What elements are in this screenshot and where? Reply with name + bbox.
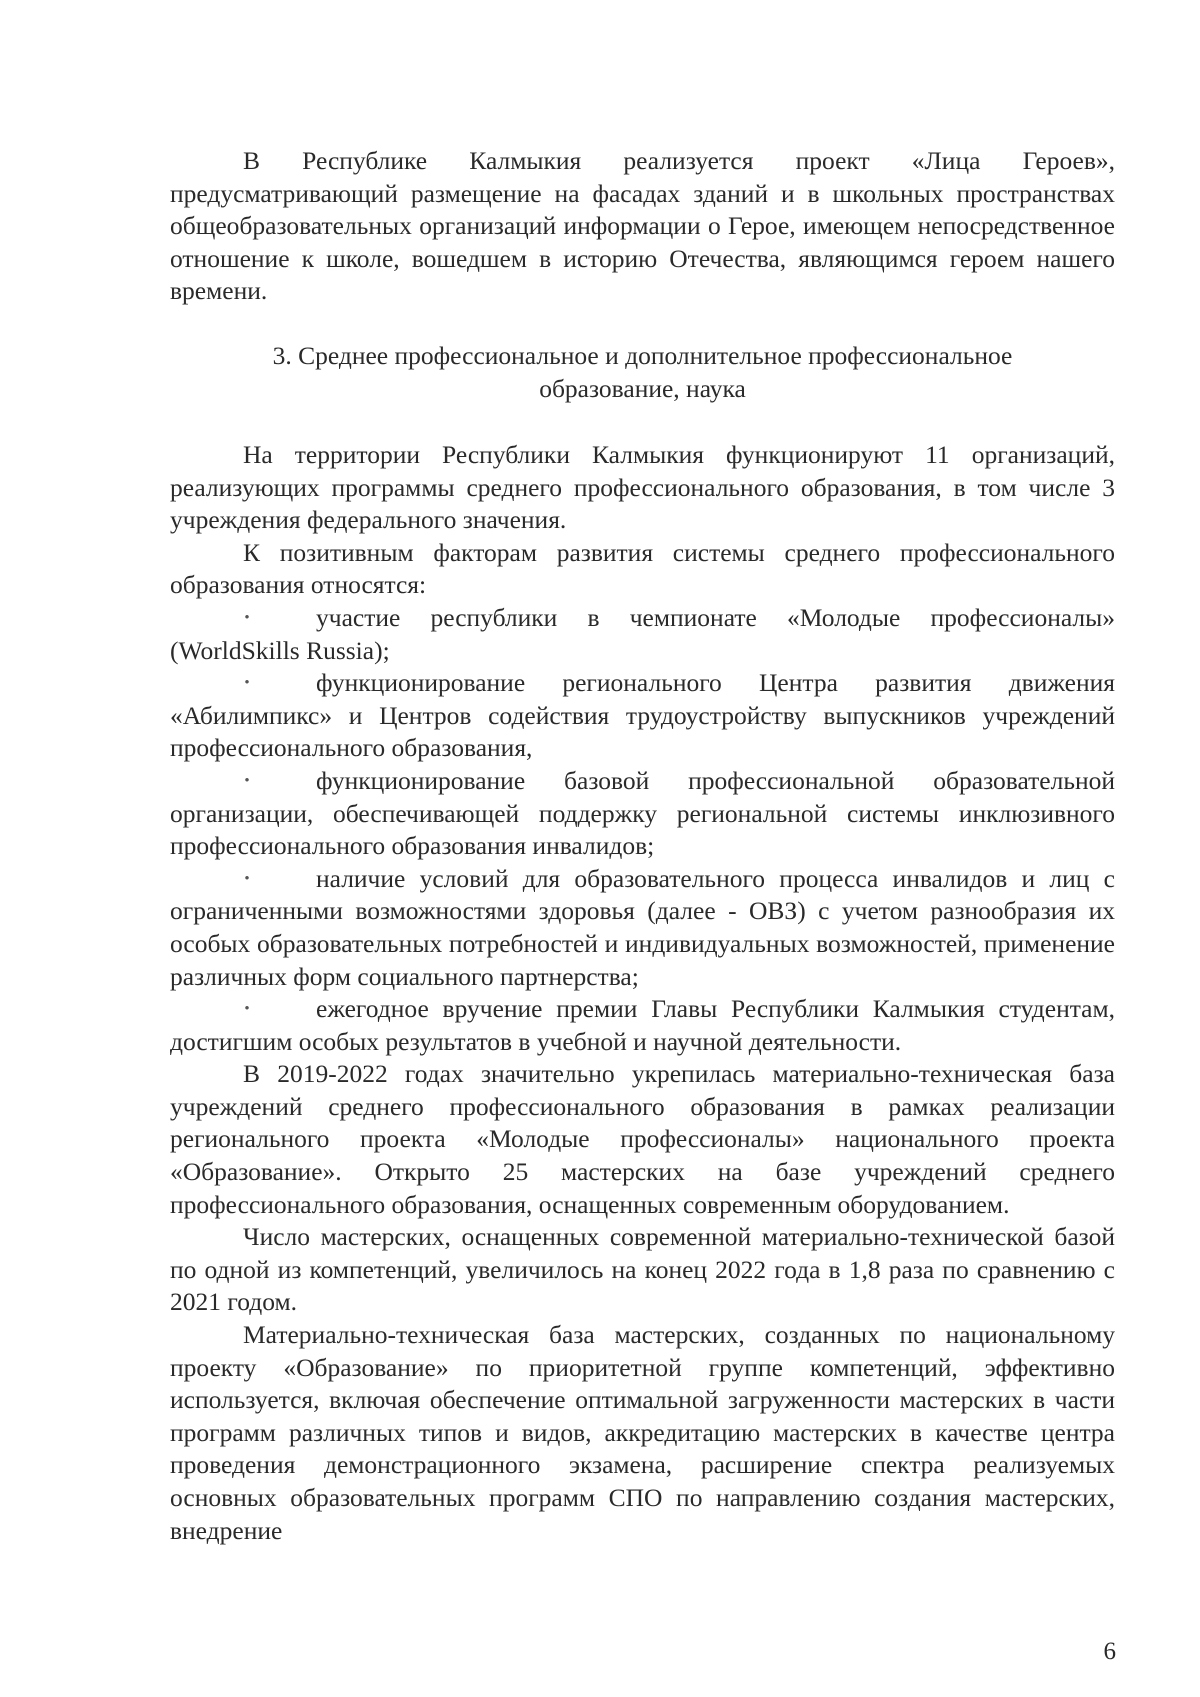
paragraph-workshops-usage: Материально-техническая база мастерских, созданных по национальному проекту «Образование» по приоритетной группе компетенций, эффективно используется, включая обеспечение оптимальной загруженности мастерских в части программ различных типов и видов, аккредитацию мастерских в качестве центра проведения демонстрационного экзамена, расширение спектра реализуемых основных образовательных программ СПО по направлению создания мастерских, внедрение	[170, 1320, 1115, 1545]
page-number: 6	[1103, 1638, 1116, 1665]
bullet-item	[170, 602, 1115, 667]
intro-section	[170, 145, 1115, 308]
bullet-icon: •	[244, 675, 250, 692]
section-heading-line-1: 3. Среднее профессиональное и дополнительное профессиональное	[272, 341, 1013, 370]
bullet-item	[170, 667, 1115, 765]
paragraph-positive-factors: К позитивным факторам развития системы среднего профессионального образования относятся:	[170, 537, 1115, 600]
section-heading	[170, 340, 1115, 405]
bullet-text: функционирование базовой профессиональной образовательной организации, обеспечивающей поддержку региональной системы инклюзивного профессионального образования инвалидов;	[170, 765, 1115, 861]
bullet-item	[170, 993, 1115, 1058]
bullet-item	[170, 765, 1115, 863]
section-body	[170, 439, 1115, 1547]
intro-paragraph: В Республике Калмыкия реализуется проект «Лица Героев», предусматривающий размещение на фасадах зданий и в школьных пространствах общеобразовательных организаций информации о Герое, имеющем непосредственное отношение к школе, вошедшем в историю Отечества, являющимся героем нашего времени.	[170, 146, 1115, 306]
bullet-item	[170, 863, 1115, 993]
bullet-icon: •	[244, 870, 250, 887]
bullet-icon: •	[244, 609, 250, 626]
bullet-text: функционирование регионального Центра развития движения «Абилимпикс» и Центров содействия трудоустройству выпускников учреждений профессионального образования,	[170, 668, 1115, 763]
bullet-text: наличие условий для образовательного процесса инвалидов и лиц с ограниченными возможностями здоровья (далее - ОВЗ) с учетом разнообразия их особых образовательных потребностей и индивидуальных возможностей, применение различных форм социального партнерства;	[170, 863, 1115, 991]
paragraph-organizations: На территории Республики Калмыкия функционируют 11 организаций, реализующих программы среднего профессионального образования, в том числе 3 учреждения федерального значения.	[170, 440, 1115, 535]
bullet-icon: •	[244, 772, 250, 789]
paragraph-workshops-count: Число мастерских, оснащенных современной материально-технической базой по одной из компетенций, увеличилось на конец 2022 года в 1,8 раза по сравнению с 2021 годом.	[170, 1222, 1115, 1317]
paragraph-material-base: В 2019-2022 годах значительно укрепилась материально-техническая база учреждений среднего профессионального образования в рамках реализации регионального проекта «Молодые профессионалы» национального проекта «Образование». Открыто 25 мастерских на базе учреждений среднего профессионального образования, оснащенных современным оборудованием.	[170, 1059, 1115, 1219]
bullet-icon: •	[244, 1001, 250, 1018]
bullet-text: ежегодное вручение премии Главы Республики Калмыкия студентам, достигшим особых результатов в учебной и научной деятельности.	[170, 994, 1115, 1056]
bullet-text: участие республики в чемпионате «Молодые профессионалы» (WorldSkills Russia);	[170, 602, 1115, 665]
section-heading-line-2: образование, наука	[539, 373, 746, 403]
